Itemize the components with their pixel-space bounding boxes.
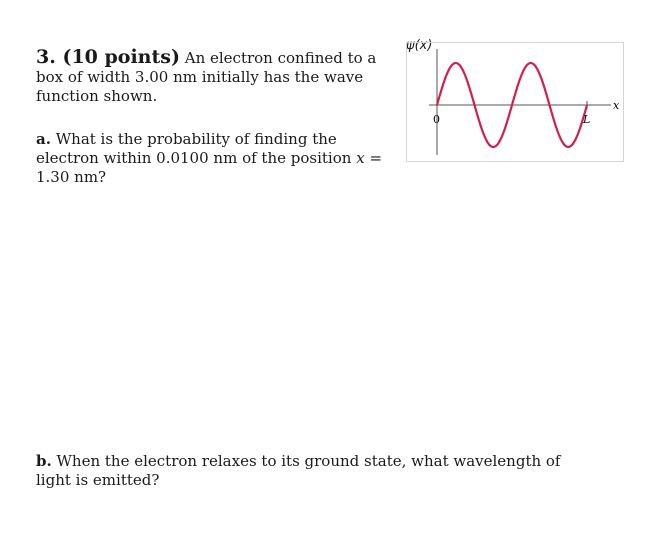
wave-function-figure xyxy=(406,42,624,162)
position-variable: x xyxy=(356,149,365,167)
problem-heading: 3. (10 points) xyxy=(36,46,180,68)
part-a-text: What is the probability of finding the electron within 0.0100 nm of the position xyxy=(36,130,352,167)
part-b-question xyxy=(36,452,576,490)
x-axis-label: x xyxy=(613,99,620,112)
box-edge-label: L xyxy=(583,113,591,126)
wave-function-plot xyxy=(407,43,623,161)
psi-axis-label: ψ(x) xyxy=(406,38,433,53)
part-a-question xyxy=(36,130,386,187)
part-b-letter: b. xyxy=(36,452,52,470)
problem-intro-text: An electron confined to a box of width 3.00 nm initially has the wave function shown. xyxy=(36,49,377,105)
origin-label: 0 xyxy=(433,113,440,126)
part-a-letter: a. xyxy=(36,130,51,148)
part-a-value: = 1.30 nm? xyxy=(36,149,383,186)
part-b-text: When the electron relaxes to its ground state, what wavelength of light is emitted? xyxy=(36,452,561,489)
problem-intro xyxy=(36,48,386,106)
